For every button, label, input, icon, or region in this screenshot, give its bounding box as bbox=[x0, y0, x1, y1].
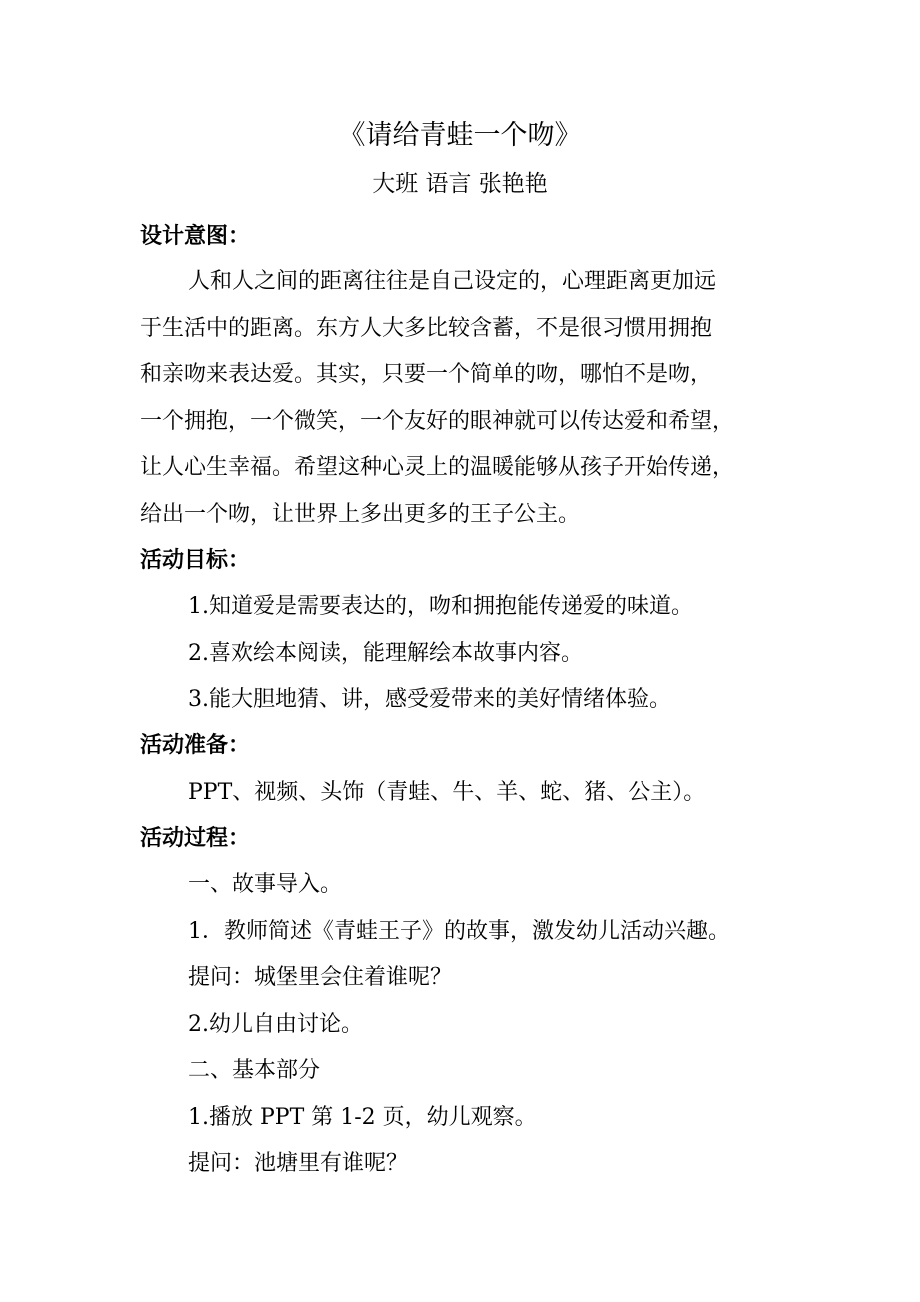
section-heading-design-intent: 设计意图： bbox=[140, 224, 251, 249]
objective-item: 3.能大胆地猜、讲，感受爱带来的美好情绪体验。 bbox=[188, 687, 671, 712]
section-heading-preparation: 活动准备： bbox=[140, 733, 251, 758]
objective-item: 1.知道爱是需要表达的，吻和拥抱能传递爱的味道。 bbox=[188, 594, 693, 619]
paragraph-line: 让人心生幸福。希望这种心灵上的温暖能够从孩子开始传递， bbox=[140, 455, 735, 480]
document-subtitle: 大班 语言 张艳艳 bbox=[372, 171, 548, 197]
paragraph-line: 人和人之间的距离往往是自己设定的，心理距离更加远 bbox=[188, 269, 717, 294]
paragraph-line: 一个拥抱，一个微笑，一个友好的眼神就可以传达爱和希望， bbox=[140, 409, 735, 434]
preparation-item: PPT、视频、头饰（青蛙、牛、羊、蛇、猪、公主）。 bbox=[188, 780, 706, 805]
document-title: 《请给青蛙一个吻》 bbox=[338, 120, 582, 151]
paragraph-line: 给出一个吻，让世界上多出更多的王子公主。 bbox=[140, 502, 581, 527]
section-heading-process: 活动过程： bbox=[140, 826, 251, 851]
objective-item: 2.喜欢绘本阅读，能理解绘本故事内容。 bbox=[188, 641, 583, 666]
process-step: 提问：城堡里会住着谁呢？ bbox=[188, 965, 453, 990]
process-step: 二、基本部分 bbox=[188, 1058, 321, 1083]
paragraph-line: 和亲吻来表达爱。其实，只要一个简单的吻，哪怕不是吻， bbox=[140, 362, 713, 387]
process-step: 提问：池塘里有谁呢？ bbox=[188, 1151, 409, 1176]
process-step: 2.幼儿自由讨论。 bbox=[188, 1012, 363, 1037]
paragraph-line: 于生活中的距离。东方人大多比较含蓄，不是很习惯用拥抱 bbox=[140, 316, 713, 341]
process-step: 1.播放 PPT 第 1-2 页，幼儿观察。 bbox=[188, 1105, 537, 1130]
process-step: 1．教师简述《青蛙王子》的故事，激发幼儿活动兴趣。 bbox=[188, 919, 730, 944]
process-step: 一、故事导入。 bbox=[188, 872, 343, 897]
section-heading-objectives: 活动目标： bbox=[140, 548, 251, 573]
